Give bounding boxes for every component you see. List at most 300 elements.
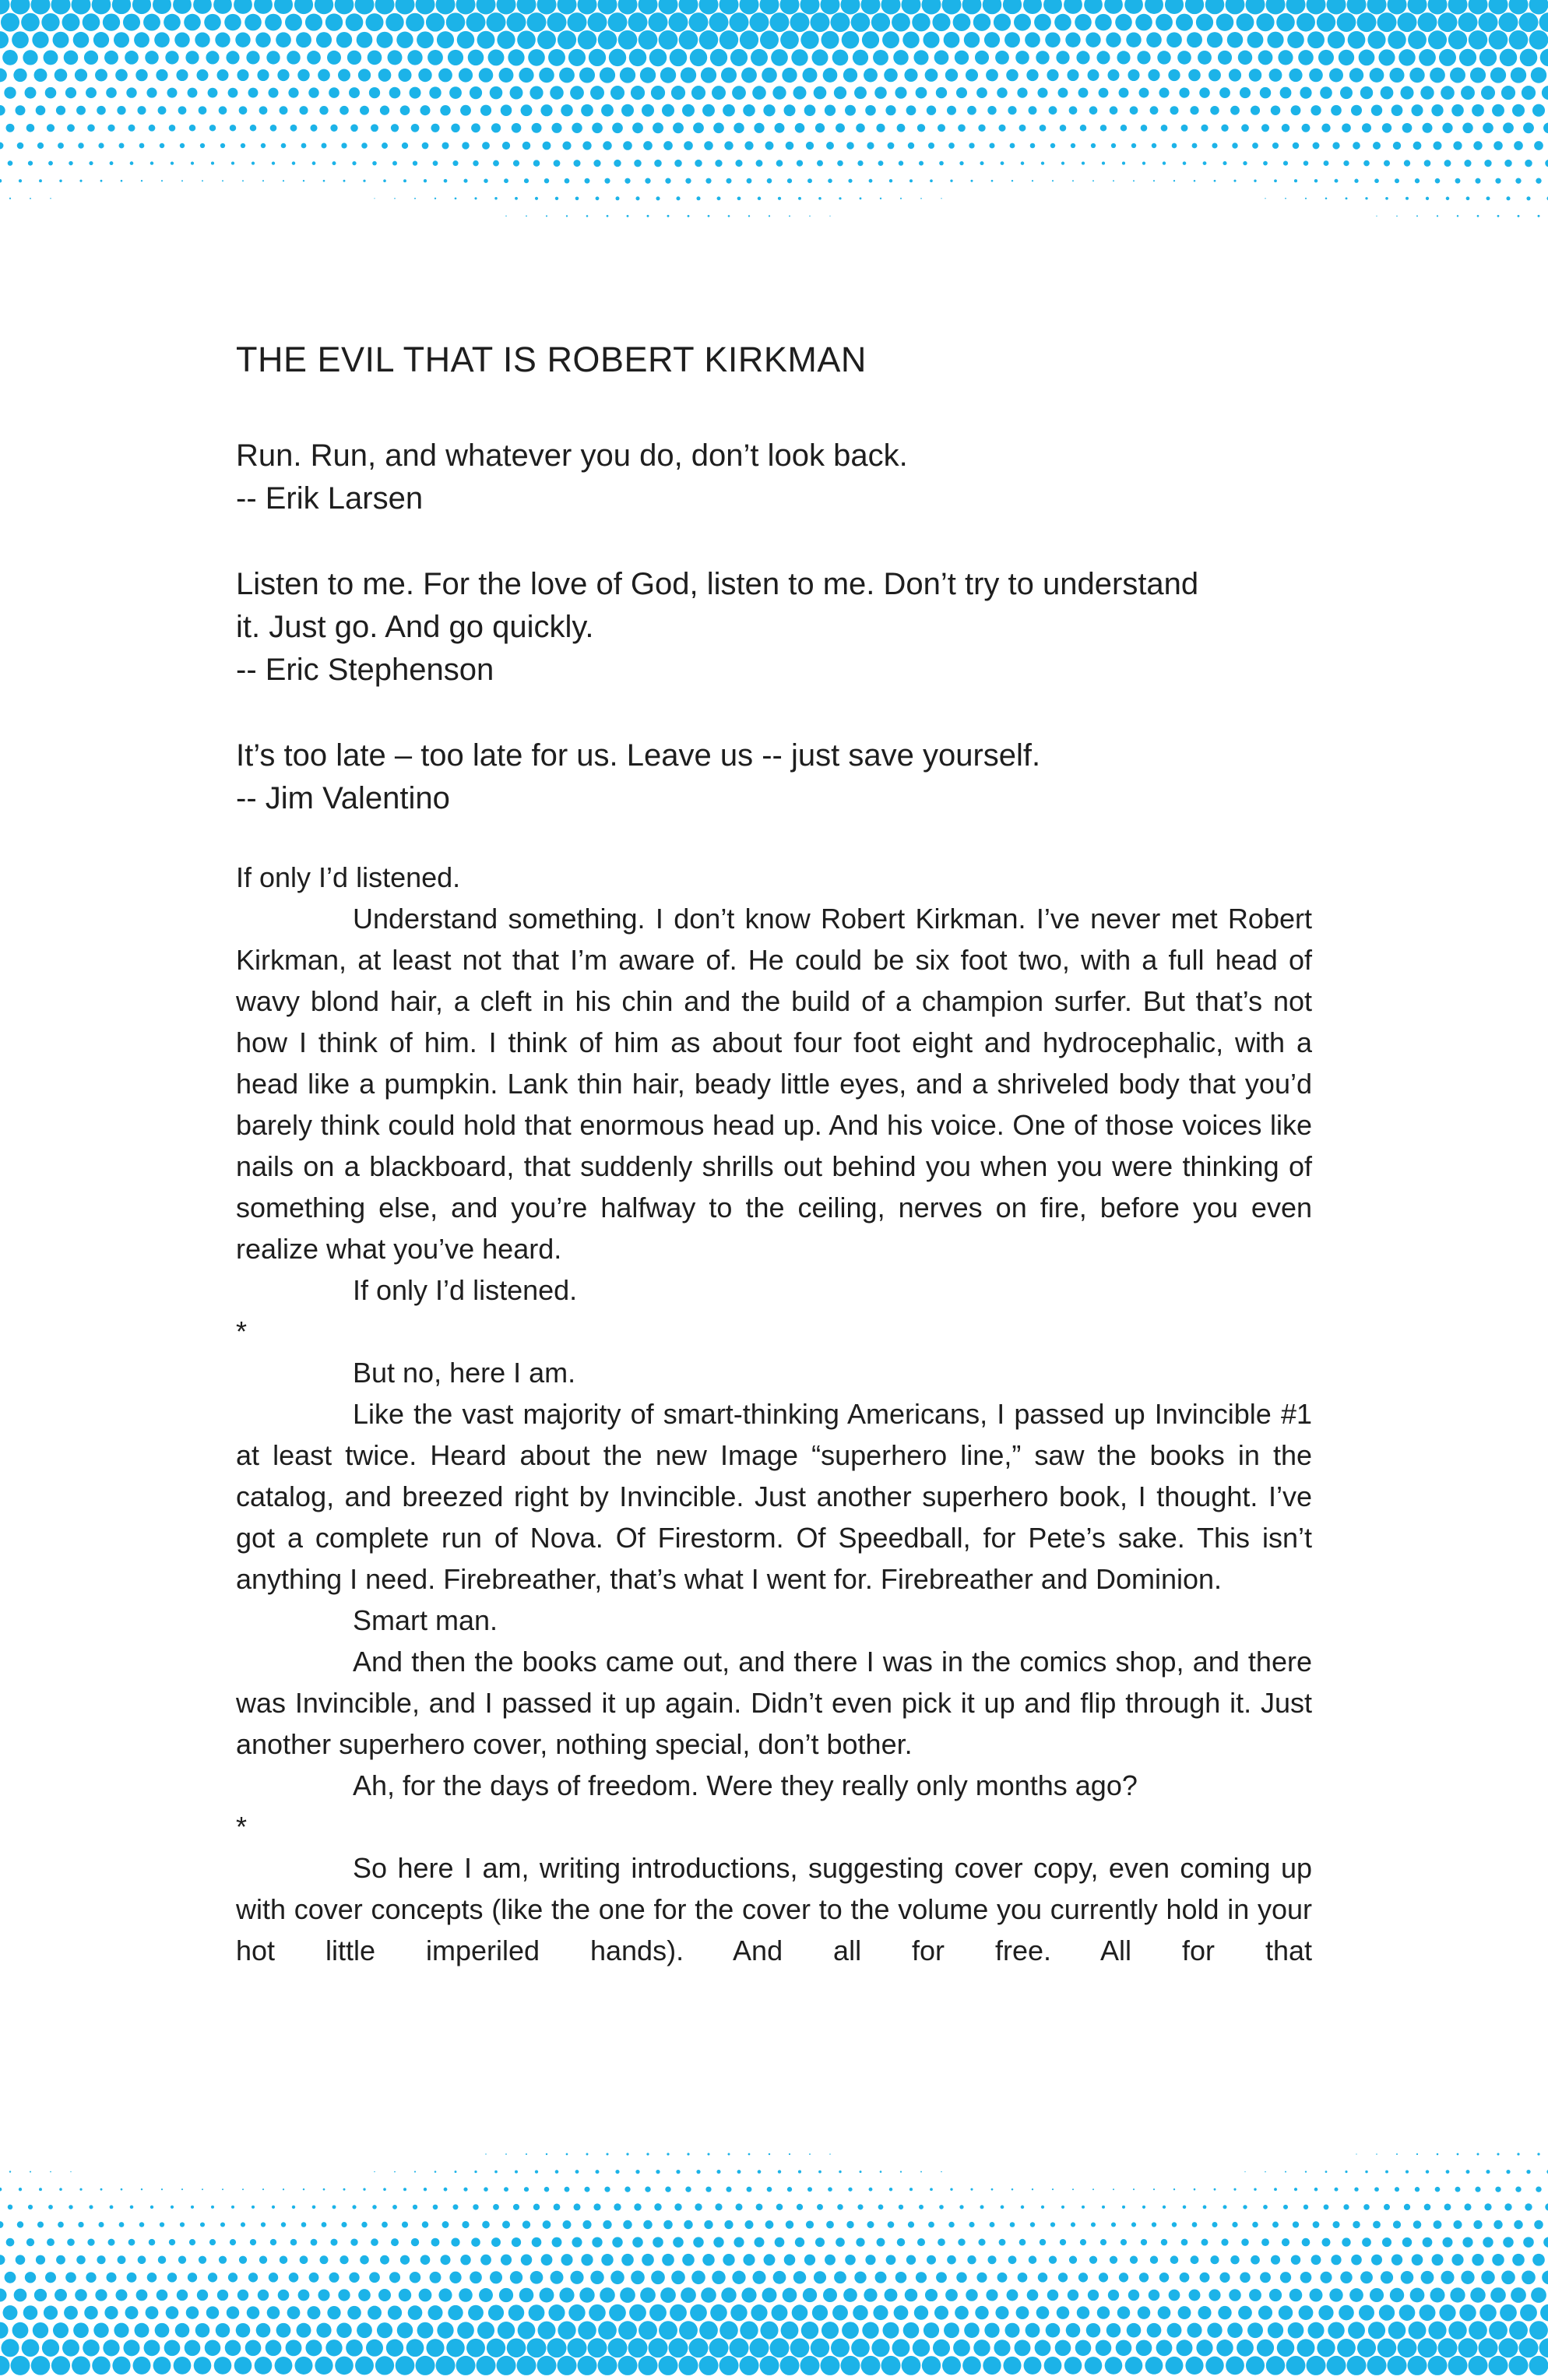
halftone-dot: [1448, 30, 1467, 49]
halftone-dot: [1520, 49, 1538, 67]
halftone-dot: [1307, 31, 1325, 48]
halftone-dot: [220, 143, 225, 148]
halftone-dot: [167, 88, 178, 98]
halftone-dot: [752, 2271, 765, 2284]
halftone-dot: [1272, 2222, 1279, 2228]
halftone-dot: [1075, 14, 1092, 31]
halftone-dot: [1545, 2203, 1548, 2210]
halftone-dot: [480, 2255, 491, 2266]
halftone-dot: [98, 143, 104, 148]
halftone-dot: [1337, 12, 1356, 32]
halftone-dot: [487, 2339, 505, 2357]
halftone-dot: [459, 2288, 473, 2302]
halftone-dot: [743, 104, 755, 117]
halftone-dot: [885, 2289, 898, 2302]
halftone-dot: [856, 2237, 864, 2246]
halftone-dot: [474, 2171, 477, 2173]
halftone-dot: [194, 2357, 212, 2375]
halftone-dot: [44, 50, 58, 65]
halftone-dot: [400, 2255, 410, 2265]
halftone-dot: [1021, 2206, 1024, 2209]
halftone-dot: [156, 69, 167, 81]
halftone-dot: [1252, 143, 1258, 149]
halftone-dot: [126, 87, 136, 97]
halftone-dot: [663, 141, 673, 150]
halftone-dot: [1359, 2305, 1374, 2321]
halftone-dot: [504, 2187, 508, 2192]
halftone-dot: [967, 106, 976, 115]
halftone-dot: [1536, 2187, 1541, 2192]
halftone-dot: [181, 180, 183, 181]
halftone-dot: [579, 67, 595, 83]
halftone-dot: [366, 2340, 383, 2357]
halftone-dot: [256, 2323, 271, 2338]
halftone-dot: [991, 180, 994, 182]
halftone-dot: [709, 2338, 729, 2357]
halftone-dot: [473, 160, 478, 166]
halftone-dot: [83, 13, 100, 31]
halftone-dot: [123, 2340, 139, 2356]
halftone-dot: [479, 68, 494, 83]
halftone-dot: [710, 49, 727, 66]
halftone-dot: [1117, 51, 1130, 64]
halftone-dot: [1238, 51, 1252, 65]
halftone-dot: [160, 2222, 164, 2227]
halftone-dot: [654, 2203, 661, 2210]
halftone-dot: [695, 2203, 702, 2210]
halftone-dot: [121, 180, 123, 182]
halftone-dot: [857, 160, 863, 166]
halftone-dot: [1110, 2256, 1117, 2264]
halftone-dot: [266, 2340, 282, 2356]
halftone-dot: [702, 104, 715, 117]
halftone-dot: [741, 2287, 756, 2302]
halftone-dot: [239, 106, 248, 114]
halftone-dot: [1408, 30, 1427, 49]
halftone-dot: [1011, 2188, 1014, 2191]
halftone-dot: [104, 51, 118, 65]
halftone-dot: [585, 178, 590, 184]
halftone-dot: [1050, 143, 1055, 148]
halftone-dot: [335, 2357, 354, 2375]
halftone-dot: [106, 87, 117, 98]
halftone-dot: [1419, 49, 1436, 66]
halftone-dot: [132, 0, 151, 14]
halftone-dot: [13, 69, 26, 82]
halftone-dot: [795, 2237, 804, 2247]
halftone-dot: [361, 143, 368, 149]
halftone-dot: [1238, 2306, 1252, 2320]
halftone-dot: [1497, 2153, 1499, 2155]
halftone-dot: [143, 14, 160, 31]
halftone-dot: [740, 30, 758, 49]
halftone-dot: [389, 2272, 400, 2283]
halftone-dot: [616, 196, 620, 200]
halftone-dot: [417, 2322, 434, 2339]
halftone-dot: [902, 2356, 921, 2375]
halftone-dot: [541, 2254, 553, 2266]
halftone-dot: [1532, 104, 1545, 117]
halftone-dot: [649, 12, 668, 32]
halftone-dot: [624, 2187, 630, 2192]
halftone-dot: [1453, 141, 1462, 150]
page-content: [236, 340, 1312, 1971]
halftone-dot: [1331, 2255, 1341, 2265]
halftone-dot: [839, 2171, 841, 2173]
halftone-dot: [821, 2322, 839, 2339]
halftone-dot: [1327, 2356, 1346, 2375]
halftone-dot: [547, 12, 567, 32]
halftone-dot: [1534, 2220, 1543, 2230]
halftone-dot: [905, 2289, 917, 2301]
halftone-dot: [1032, 180, 1033, 181]
halftone-dot: [1381, 2271, 1393, 2283]
halftone-dot: [600, 2287, 615, 2303]
halftone-dot: [501, 104, 512, 116]
halftone-dot: [234, 0, 252, 14]
halftone-dot: [704, 2220, 712, 2229]
halftone-dot: [618, 2321, 637, 2340]
halftone-dot: [828, 2187, 832, 2192]
halftone-dot: [953, 2340, 970, 2357]
halftone-dot: [403, 179, 406, 182]
halftone-dot: [174, 2357, 192, 2375]
halftone-dot: [378, 69, 392, 82]
halftone-dot: [1149, 2290, 1160, 2301]
halftone-dot: [836, 123, 845, 132]
halftone-dot: [1313, 143, 1320, 150]
halftone-dot: [732, 2271, 745, 2284]
halftone-dot: [424, 2188, 427, 2191]
halftone-dot: [115, 69, 128, 82]
halftone-dot: [1307, 2356, 1326, 2375]
halftone-dot: [11, 2356, 30, 2375]
halftone-dot: [299, 106, 308, 114]
halftone-dot: [380, 2255, 389, 2265]
halftone-dot: [1441, 2271, 1454, 2284]
halftone-dot: [530, 2271, 544, 2284]
halftone-dot: [804, 104, 816, 116]
halftone-dot: [11, 0, 30, 15]
halftone-dot: [1208, 2289, 1220, 2301]
halftone-dot: [970, 2188, 973, 2191]
halftone-dot: [266, 51, 280, 64]
halftone-dot: [498, 2322, 515, 2339]
halftone-dot: [1370, 2288, 1384, 2302]
halftone-dot: [336, 2322, 351, 2337]
halftone-dot: [772, 86, 786, 99]
halftone-dot: [175, 2323, 190, 2338]
halftone-dot: [1500, 2304, 1517, 2322]
halftone-dot: [1080, 2239, 1086, 2245]
halftone-dot: [1347, 2356, 1367, 2375]
halftone-dot: [614, 160, 621, 167]
halftone-dot: [897, 124, 906, 132]
halftone-dot: [58, 143, 64, 149]
halftone-dot: [645, 2187, 650, 2192]
halftone-dot: [919, 2205, 924, 2209]
halftone-dot: [1499, 12, 1518, 32]
halftone-dot: [1040, 125, 1047, 132]
halftone-dot: [308, 87, 318, 97]
halftone-dot: [296, 32, 311, 48]
halftone-dot: [420, 2255, 431, 2265]
halftone-dot: [1187, 32, 1202, 48]
halftone-dot: [817, 160, 823, 167]
halftone-dot: [944, 32, 960, 48]
halftone-dot: [1229, 2289, 1241, 2301]
halftone-dot: [535, 2170, 538, 2173]
halftone-dot: [831, 2339, 850, 2357]
halftone-dot: [346, 13, 364, 31]
halftone-dot: [1191, 2255, 1199, 2264]
halftone-dot: [1368, 2322, 1385, 2339]
halftone-dot: [1035, 2340, 1051, 2356]
halftone-dot: [1047, 2290, 1059, 2301]
halftone-dot: [1495, 2187, 1501, 2192]
halftone-dot: [195, 33, 209, 48]
halftone-dot: [1481, 2271, 1495, 2285]
halftone-dot: [1119, 2273, 1128, 2282]
halftone-dot: [854, 2272, 866, 2283]
halftone-dot: [548, 2304, 565, 2321]
halftone-dot: [44, 2306, 58, 2320]
halftone-dot: [575, 2170, 579, 2174]
halftone-dot: [593, 2203, 600, 2210]
halftone-dot: [84, 2306, 97, 2319]
halftone-dot: [1030, 2222, 1035, 2227]
halftone-dot: [792, 2304, 808, 2321]
halftone-dot: [631, 2270, 645, 2284]
halftone-dot: [860, 197, 862, 199]
halftone-dot: [391, 124, 399, 132]
halftone-dot: [1207, 32, 1223, 48]
halftone-dot: [687, 2153, 689, 2155]
halftone-dot: [369, 87, 380, 98]
halftone-dot: [1019, 125, 1026, 132]
halftone-dot: [524, 178, 529, 183]
halftone-dot: [1347, 0, 1367, 15]
halftone-dot: [1205, 2357, 1223, 2375]
halftone-dot: [1108, 2290, 1119, 2301]
halftone-dot: [340, 106, 349, 115]
halftone-dot: [505, 2153, 507, 2155]
halftone-dot: [945, 69, 958, 81]
halftone-dot: [1437, 2153, 1439, 2156]
halftone-dot: [141, 180, 142, 181]
halftone-dot: [1389, 68, 1404, 83]
halftone-dot: [689, 12, 709, 32]
halftone-dot: [734, 123, 744, 133]
halftone-dot: [1056, 51, 1069, 64]
halftone-dot: [1291, 105, 1301, 115]
halftone-dot: [28, 2205, 33, 2209]
halftone-dot: [494, 197, 497, 199]
halftone-dot: [1052, 2188, 1054, 2190]
halftone-dot: [688, 215, 690, 217]
halftone-dot: [1269, 69, 1282, 82]
halftone-dot: [200, 143, 205, 148]
halftone-dot: [640, 2287, 656, 2303]
halftone-dot: [919, 161, 924, 166]
halftone-dot: [493, 2204, 499, 2210]
halftone-dot: [1461, 86, 1475, 100]
halftone-dot: [1212, 143, 1217, 148]
halftone-dot: [818, 2171, 821, 2174]
halftone-dot: [842, 2322, 859, 2339]
halftone-dot: [73, 2322, 89, 2338]
halftone-dot: [568, 49, 586, 66]
halftone-dot: [986, 2289, 997, 2301]
halftone-dot: [189, 2239, 195, 2245]
halftone-dot: [375, 2356, 394, 2375]
halftone-dot: [533, 2204, 540, 2210]
halftone-dot: [1390, 2288, 1404, 2302]
halftone-dot: [75, 2289, 87, 2301]
halftone-dot: [726, 2187, 731, 2192]
halftone-dot: [1192, 2222, 1198, 2227]
halftone-dot: [1473, 2220, 1482, 2229]
halftone-dot: [186, 2306, 199, 2318]
halftone-dot: [1515, 178, 1521, 184]
halftone-dot: [372, 2205, 377, 2209]
halftone-dot: [1040, 2239, 1046, 2245]
halftone-dot: [491, 123, 501, 132]
halftone-dot: [1536, 178, 1541, 184]
halftone-dot: [1181, 2239, 1188, 2246]
halftone-dot: [603, 141, 611, 150]
halftone-dot: [806, 142, 814, 150]
halftone-dot: [1172, 2222, 1177, 2227]
halftone-dot: [778, 2170, 781, 2173]
halftone-dot: [237, 69, 248, 81]
halftone-dot: [923, 32, 939, 48]
halftone-dot: [856, 124, 865, 133]
halftone-dot: [69, 2205, 72, 2209]
halftone-dot: [769, 215, 770, 217]
halftone-dot: [800, 0, 820, 15]
halftone-dot: [135, 69, 147, 81]
halftone-dot: [1077, 2306, 1089, 2318]
epigraph-attribution: -- Jim Valentino: [236, 781, 450, 815]
halftone-dot: [154, 32, 170, 48]
halftone-dot: [219, 106, 227, 114]
halftone-dot: [434, 198, 436, 199]
halftone-dot: [772, 2304, 788, 2321]
halftone-dot: [1479, 2338, 1498, 2357]
halftone-dot: [598, 2356, 617, 2375]
halftone-dot: [669, 2338, 688, 2357]
halftone-dot: [297, 2323, 311, 2338]
halftone-dot: [378, 2289, 391, 2301]
halftone-dot: [1303, 160, 1309, 166]
halftone-dot: [1187, 2323, 1201, 2338]
halftone-dot: [65, 87, 76, 98]
halftone-dot: [760, 2356, 779, 2375]
halftone-dot: [1116, 2340, 1132, 2357]
halftone-dot: [578, 2356, 597, 2375]
halftone-dot: [614, 2203, 621, 2210]
halftone-dot: [1060, 125, 1067, 132]
halftone-dot: [755, 2237, 765, 2248]
halftone-dot: [1111, 143, 1116, 148]
halftone-dot: [1538, 215, 1540, 217]
halftone-dot: [1450, 68, 1465, 83]
halftone-dot: [1055, 2340, 1071, 2356]
halftone-dot: [667, 2153, 669, 2155]
halftone-dot: [1444, 160, 1451, 167]
halftone-dot: [550, 86, 564, 100]
halftone-dot: [488, 49, 505, 65]
halftone-dot: [1354, 2188, 1358, 2192]
body-paragraph: Understand something. I don’t know Robert Kirkman. I’ve never met Robert Kirkman, at least not that I’m aware of. He could be six foot two, with a full head of wavy blond hair, a cleft in his chin and the build of a champion surfer. But that’s not how I think of him. I think of him as about four foot eight and hydrocephalic, with a head like a pumpkin. Lank thin hair, beady little eyes, and a shriveled body that you’d barely think could hold that enormous head up. And his voice. One of those voices like nails on a blackboard, that suddenly shrills out behind you when you were thinking of something else, and you’re halfway to the ceiling, nerves on fire, before you even realize what you’ve heard.: [236, 903, 1312, 1265]
halftone-dot: [1080, 125, 1086, 131]
halftone-dot: [1398, 49, 1415, 65]
halftone-dot: [125, 2306, 139, 2319]
halftone-dot: [164, 14, 181, 31]
halftone-dot: [912, 13, 930, 31]
halftone-dot: [809, 216, 811, 217]
halftone-dot: [1088, 2290, 1099, 2301]
halftone-dot: [947, 106, 956, 115]
halftone-dot: [446, 2339, 465, 2357]
halftone-dot: [485, 2153, 486, 2154]
halftone-dot: [305, 2340, 322, 2356]
halftone-dot: [1219, 2273, 1230, 2283]
halftone-dot: [1492, 2254, 1504, 2266]
body-paragraph: Like the vast majority of smart-thinking Americans, I passed up Invincible #1 at least twice. Heard about the new Image “superhero line,” saw the books in the catalog, and breezed right by Invincible. Just another superhero book, I thought. I’ve got a complete run of Nova. Of Firestorm. Of Speedball, for Pete’s sake. This isn’t anything I need. Firebreather, that’s what I went for. Firebreather and Dominion.: [236, 1398, 1312, 1595]
halftone-dot: [1124, 0, 1143, 14]
halftone-dot: [884, 69, 898, 83]
halftone-dot: [1084, 0, 1103, 14]
halftone-dot: [438, 2288, 452, 2301]
halftone-dot: [1126, 32, 1141, 47]
halftone-dot: [1232, 2222, 1237, 2227]
halftone-dot: [1133, 180, 1135, 181]
halftone-dot: [325, 13, 343, 30]
halftone-dot: [377, 2322, 392, 2338]
halftone-dot: [1261, 2238, 1269, 2246]
halftone-dot: [1335, 179, 1339, 183]
halftone-dot: [185, 51, 199, 64]
halftone-dot: [529, 2304, 545, 2321]
epigraph-larsen: [236, 435, 1312, 520]
halftone-dot: [1021, 161, 1025, 165]
halftone-dot: [178, 106, 187, 114]
halftone-dot: [1214, 2188, 1216, 2191]
halftone-dot: [206, 2306, 219, 2318]
halftone-dot: [116, 2290, 128, 2301]
halftone-dot: [1362, 123, 1371, 132]
halftone-dot: [1141, 2239, 1147, 2245]
halftone-dot: [944, 2322, 959, 2338]
halftone-dot: [1376, 216, 1377, 217]
halftone-dot: [134, 32, 150, 48]
halftone-dot: [437, 31, 454, 48]
halftone-dot: [986, 69, 998, 82]
halftone-dot: [589, 2304, 606, 2322]
halftone-dot: [526, 2153, 527, 2155]
halftone-dot: [679, 30, 698, 50]
halftone-dot: [1395, 2187, 1399, 2192]
halftone-dot: [1529, 30, 1548, 50]
halftone-dot: [374, 198, 375, 199]
halftone-dot: [790, 2338, 810, 2357]
halftone-dot: [554, 2204, 561, 2211]
halftone-dot: [1274, 2188, 1277, 2191]
halftone-dot: [825, 105, 836, 116]
halftone-dot: [1131, 143, 1136, 148]
